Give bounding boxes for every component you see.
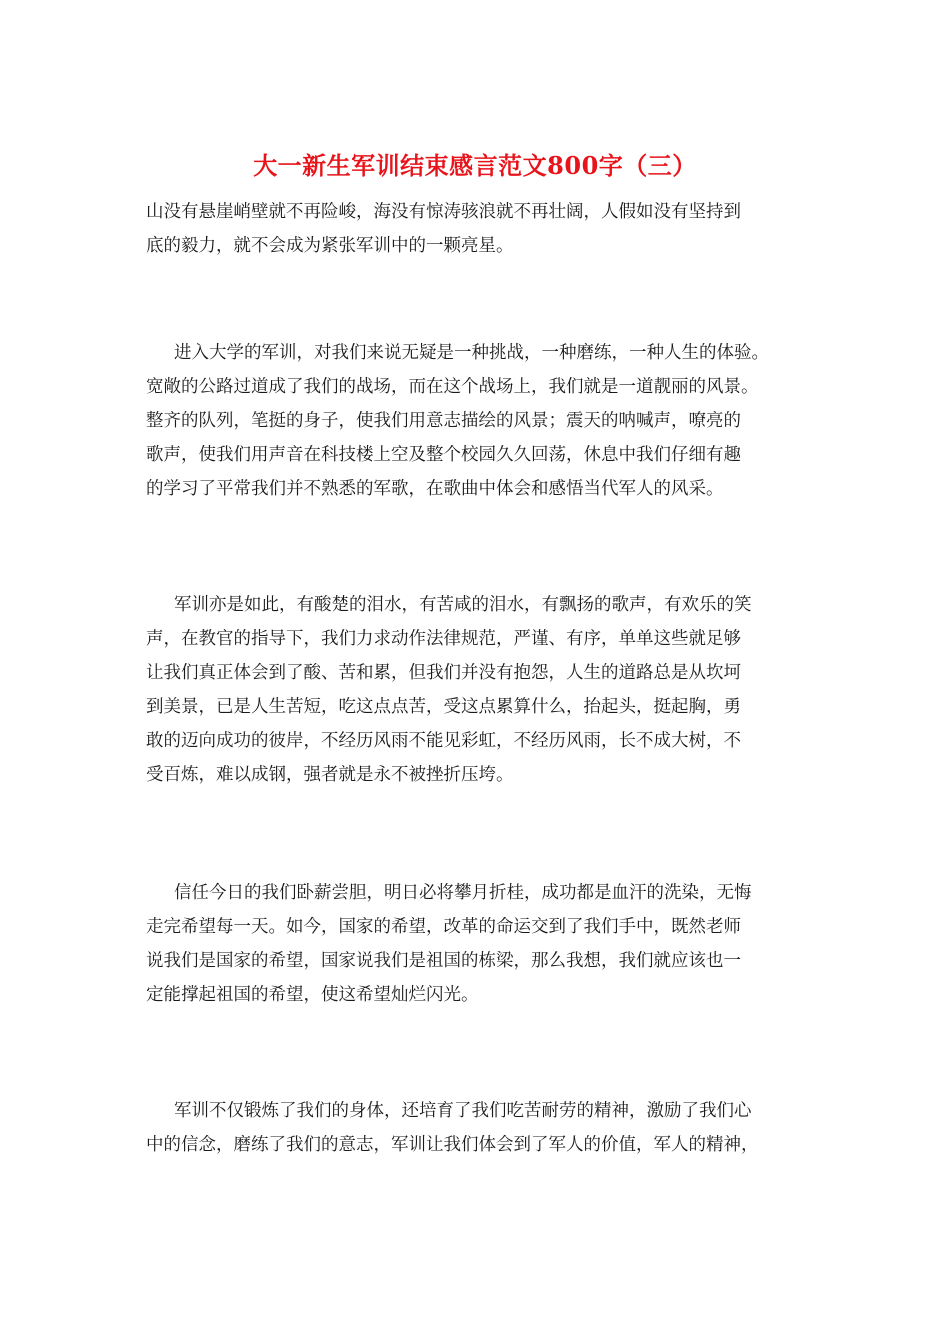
paragraph-line: 让我们真正体会到了酸、苦和累，但我们并没有抱怨，人生的道路总是从坎坷 [146,663,741,683]
paragraph-line: 宽敞的公路过道成了我们的战场，而在这个战场上，我们就是一道靓丽的风景。 [146,377,759,397]
paragraph-line: 歌声，使我们用声音在科技楼上空及整个校园久久回荡，休息中我们仔细有趣 [146,445,741,465]
paragraph-line: 军训亦是如此，有酸楚的泪水，有苦咸的泪水，有飘扬的歌声，有欢乐的笑 [174,595,752,615]
paragraph-line: 敢的迈向成功的彼岸，不经历风雨不能见彩虹，不经历风雨，长不成大树，不 [146,731,741,751]
paragraph-line: 声，在教官的指导下，我们力求动作法律规范，严谨、有序，单单这些就足够 [146,629,741,649]
paragraph-4 [146,876,836,1012]
paragraph-3 [146,588,836,792]
paragraph-line: 信任今日的我们卧薪尝胆，明日必将攀月折桂，成功都是血汗的洗染，无悔 [174,883,752,903]
document-title: 大一新生军训结束感言范文800字（三） [253,151,697,180]
paragraph-line: 说我们是国家的希望，国家说我们是祖国的栋梁，那么我想，我们就应该也一 [146,951,741,971]
paragraph-line: 底的毅力，就不会成为紧张军训中的一颗亮星。 [146,236,514,256]
paragraph-line: 到美景，已是人生苦短，吃这点点苦，受这点累算什么，抬起头，挺起胸，勇 [146,697,741,717]
paragraph-line: 走完希望每一天。如今，国家的希望，改革的命运交到了我们手中，既然老师 [146,917,741,937]
paragraph-line: 进入大学的军训，对我们来说无疑是一种挑战，一种磨练，一种人生的体验。 [174,343,769,363]
paragraph-line: 的学习了平常我们并不熟悉的军歌，在歌曲中体会和感悟当代军人的风采。 [146,479,724,499]
paragraph-line: 定能撑起祖国的希望，使这希望灿烂闪光。 [146,985,479,1005]
paragraph-line: 中的信念，磨练了我们的意志，军训让我们体会到了军人的价值，军人的精神， [146,1135,759,1155]
paragraph-2 [146,336,836,506]
paragraph-line: 受百炼，难以成钢，强者就是永不被挫折压垮。 [146,765,514,785]
paragraph-5 [146,1094,836,1162]
paragraph-line: 军训不仅锻炼了我们的身体，还培育了我们吃苦耐劳的精神，激励了我们心 [174,1101,752,1121]
paragraph-1 [146,195,836,263]
paragraph-line: 山没有悬崖峭壁就不再险峻，海没有惊涛骇浪就不再壮阔，人假如没有坚持到 [146,202,741,222]
paragraph-line: 整齐的队列，笔挺的身子，使我们用意志描绘的风景；震天的呐喊声，嘹亮的 [146,411,741,431]
